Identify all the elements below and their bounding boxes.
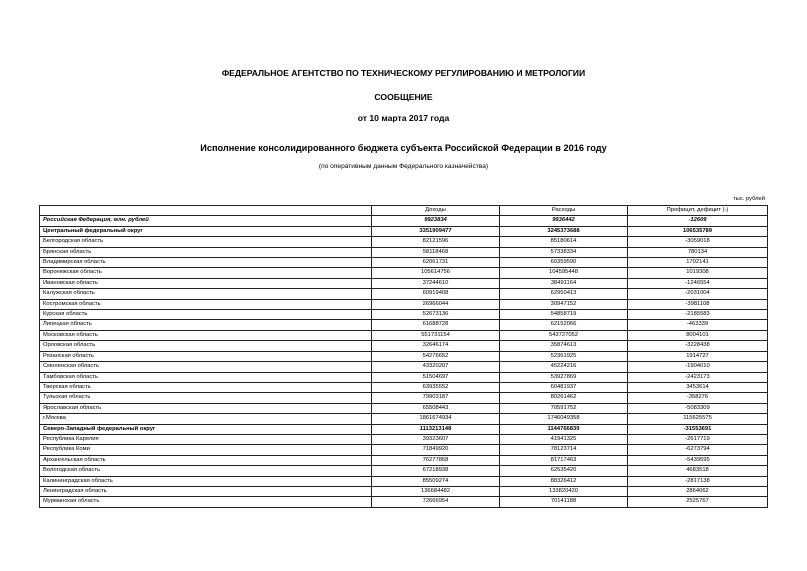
region-cell: Центральный федеральный округ [40,226,372,236]
table-row [40,476,768,486]
expense-cell: 78123714 [500,445,628,455]
balance-cell: -2617719 [628,434,768,444]
income-cell: 76277868 [372,455,500,465]
expense-cell: 38491164 [500,278,628,288]
table-row [40,268,768,278]
table-row [40,455,768,465]
income-cell: 71849920 [372,445,500,455]
expense-cell: 57338334 [500,247,628,257]
region-cell: Белгородская область [40,237,372,247]
income-cell: 60919408 [372,289,500,299]
region-cell: Воронежская область [40,268,372,278]
expense-cell: 35874613 [500,341,628,351]
region-cell: Московская область [40,330,372,340]
agency-heading: ФЕДЕРАЛЬНОЕ АГЕНТСТВО ПО ТЕХНИЧЕСКОМУ РЕГУЛИРОВАНИЮ И МЕТРОЛОГИИ [221,68,586,78]
income-cell: 82121596 [372,237,500,247]
message-heading: СООБЩЕНИЕ [374,92,433,102]
expense-cell: 80261462 [500,393,628,403]
balance-cell: 3453614 [628,382,768,392]
income-cell: 79903187 [372,393,500,403]
income-cell: 136684482 [372,486,500,496]
balance-cell: -2817138 [628,476,768,486]
balance-cell: -2423173 [628,372,768,382]
column-header-region [40,206,372,216]
region-cell: Архангельская область [40,455,372,465]
income-cell: 1113213148 [372,424,500,434]
table-row [40,466,768,476]
expense-cell: 62152066 [500,320,628,330]
table-header-row [40,206,768,216]
table-row [40,351,768,361]
region-cell: Российская Федерация, млн. рублей [40,216,372,226]
message-date: от 10 марта 2017 года [357,113,450,123]
table-row [40,497,768,507]
balance-cell: -1246554 [628,278,768,288]
expense-cell: 85180614 [500,237,628,247]
region-cell: Калининградская область [40,476,372,486]
column-header-expense: Расходы [500,206,628,216]
table-row [40,434,768,444]
region-cell: Тульская область [40,393,372,403]
region-cell: Костромская область [40,299,372,309]
table-row [40,320,768,330]
report-subtitle: (по оперативным данным Федерального казначейства) [318,163,489,170]
balance-cell: 106535789 [628,226,768,236]
table-row [40,403,768,413]
expense-cell: 81717463 [500,455,628,465]
income-cell: 105614756 [372,268,500,278]
expense-cell: 52361925 [500,351,628,361]
income-cell: 52673136 [372,310,500,320]
table-row [40,362,768,372]
balance-cell: -2031004 [628,289,768,299]
report-title: Исполнение консолидированного бюджета субъекта Российской Федерации в 2016 году [200,143,607,153]
region-cell: Владимирская область [40,258,372,268]
region-cell: Смоленская область [40,362,372,372]
balance-cell: 1702141 [628,258,768,268]
income-cell: 32646174 [372,341,500,351]
balance-cell: -463339 [628,320,768,330]
region-cell: Орловская область [40,341,372,351]
expense-cell: 41941325 [500,434,628,444]
table-body [40,216,768,507]
units-label: тыс. рублей [733,196,765,202]
table-row [40,258,768,268]
balance-cell: -5439595 [628,455,768,465]
column-header-balance: Профицит, дефицит (-) [628,206,768,216]
table-row [40,486,768,496]
income-cell: 3351909477 [372,226,500,236]
expense-cell: 62950413 [500,289,628,299]
budget-table [39,205,768,508]
region-cell: Курская область [40,310,372,320]
region-cell: Ярославская область [40,403,372,413]
income-cell: 61688728 [372,320,500,330]
table-row [40,299,768,309]
region-cell: г.Москва [40,414,372,424]
income-cell: 9923834 [372,216,500,226]
table-row [40,278,768,288]
expense-cell: 45224216 [500,362,628,372]
income-cell: 551731154 [372,330,500,340]
balance-cell: -3228438 [628,341,768,351]
expense-cell: 88326412 [500,476,628,486]
region-cell: Брянская область [40,247,372,257]
column-header-income: Доходы [372,206,500,216]
income-cell: 43320207 [372,362,500,372]
balance-cell: 2864062 [628,486,768,496]
region-cell: Ивановская область [40,278,372,288]
table-row [40,330,768,340]
table-row [40,341,768,351]
income-cell: 62061731 [372,258,500,268]
income-cell: 26966044 [372,299,500,309]
expense-cell: 60359590 [500,258,628,268]
expense-cell: 1144766839 [500,424,628,434]
table-row [40,393,768,403]
balance-cell: 4683518 [628,466,768,476]
expense-cell: 3245373688 [500,226,628,236]
table-row [40,310,768,320]
region-cell: Республика Коми [40,445,372,455]
expense-cell: 9936442 [500,216,628,226]
table-row [40,382,768,392]
expense-cell: 62535420 [500,466,628,476]
balance-cell: 1019308 [628,268,768,278]
income-cell: 58118468 [372,247,500,257]
region-cell: Тверская область [40,382,372,392]
income-cell: 54276652 [372,351,500,361]
expense-cell: 60481937 [500,382,628,392]
income-cell: 72666954 [372,497,500,507]
balance-cell: 8004101 [628,330,768,340]
balance-cell: 115625575 [628,414,768,424]
balance-cell: -6273794 [628,445,768,455]
balance-cell: -3059018 [628,237,768,247]
region-cell: Ленинградская область [40,486,372,496]
income-cell: 37244610 [372,278,500,288]
expense-cell: 543727052 [500,330,628,340]
income-cell: 1861674934 [372,414,500,424]
expense-cell: 30947152 [500,299,628,309]
region-cell: Республика Карелия [40,434,372,444]
region-cell: Вологодская область [40,466,372,476]
income-cell: 63935552 [372,382,500,392]
expense-cell: 54858719 [500,310,628,320]
region-cell: Тамбовская область [40,372,372,382]
income-cell: 67218938 [372,466,500,476]
balance-cell: 780134 [628,247,768,257]
balance-cell: -358276 [628,393,768,403]
balance-cell: -1904010 [628,362,768,372]
table-row [40,424,768,434]
region-cell: Рязанская область [40,351,372,361]
expense-cell: 104595448 [500,268,628,278]
region-cell: Северо-Западный федеральный округ [40,424,372,434]
expense-cell: 1746049358 [500,414,628,424]
income-cell: 51504697 [372,372,500,382]
income-cell: 85509274 [372,476,500,486]
table-row [40,237,768,247]
region-cell: Калужская область [40,289,372,299]
region-cell: Липецкая область [40,320,372,330]
table-row [40,445,768,455]
balance-cell: -31553691 [628,424,768,434]
table-row [40,226,768,236]
balance-cell: -5083309 [628,403,768,413]
expense-cell: 133820420 [500,486,628,496]
balance-cell: -3981108 [628,299,768,309]
table-row [40,216,768,226]
balance-cell: -2185583 [628,310,768,320]
expense-cell: 70591752 [500,403,628,413]
balance-cell: 1914727 [628,351,768,361]
income-cell: 65508443 [372,403,500,413]
table-row [40,289,768,299]
table-row [40,372,768,382]
income-cell: 39323607 [372,434,500,444]
expense-cell: 53927869 [500,372,628,382]
region-cell: Мурманская область [40,497,372,507]
expense-cell: 70141188 [500,497,628,507]
balance-cell: 2525767 [628,497,768,507]
table-row [40,247,768,257]
balance-cell: -12609 [628,216,768,226]
table-row [40,414,768,424]
